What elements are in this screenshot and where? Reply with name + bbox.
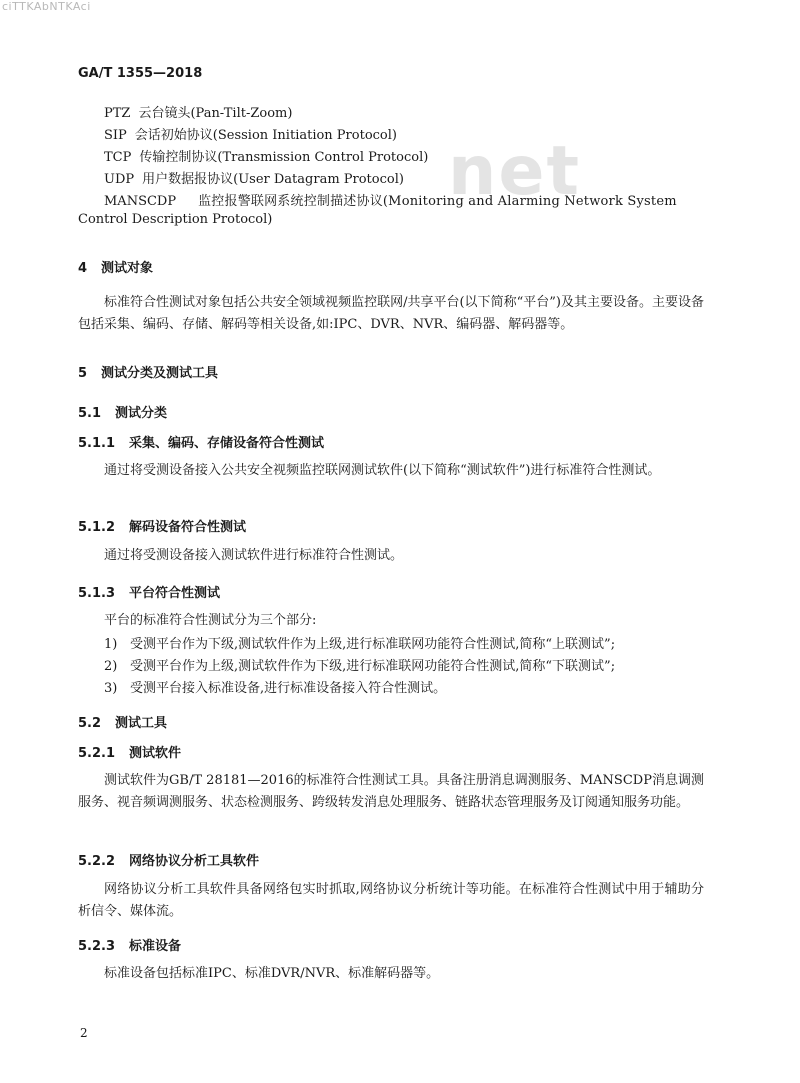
heading-number: 5.2.1	[78, 746, 116, 761]
heading-title: 测试对象	[101, 261, 154, 276]
section-5-heading	[78, 362, 218, 381]
abbr-row-tcp	[104, 146, 428, 165]
abbr-desc: 传输控制协议(Transmission Control Protocol)	[139, 150, 429, 165]
list-item	[104, 677, 446, 696]
abbr-desc-line2: Control Description Protocol)	[78, 212, 273, 227]
section-5-1-1-heading	[78, 432, 324, 451]
heading-number: 5.2.2	[78, 854, 116, 869]
list-item-number: 3)	[104, 681, 118, 696]
abbr-desc: 会话初始协议(Session Initiation Protocol)	[134, 128, 397, 143]
abbr-desc-line1: 监控报警联网系统控制描述协议(Monitoring and Alarming Network System	[198, 194, 677, 209]
heading-title: 平台符合性测试	[129, 586, 221, 601]
standard-header: GA/T 1355—2018	[78, 66, 203, 81]
abbr-key: TCP	[104, 150, 132, 165]
heading-number: 5.1.1	[78, 436, 116, 451]
section-5-1-3-heading	[78, 582, 220, 601]
heading-number: 5.2	[78, 716, 102, 731]
heading-number: 5.2.3	[78, 939, 116, 954]
heading-number: 5.1.3	[78, 586, 116, 601]
heading-title: 网络协议分析工具软件	[129, 854, 260, 869]
list-item	[104, 655, 615, 674]
heading-number: 4	[78, 261, 88, 276]
heading-title: 解码设备符合性测试	[129, 520, 247, 535]
abbr-row-udp	[104, 168, 404, 187]
abbr-key: UDP	[104, 172, 135, 187]
section-4-paragraph: 标准符合性测试对象包括公共安全领域视频监控联网/共享平台(以下简称“平台”)及其主要设备。主要设备包括采集、编码、存储、解码等相关设备,如:IPC、DVR、NVR、编码器、解码器等。	[78, 295, 704, 332]
section-5-2-3-heading	[78, 935, 181, 954]
heading-title: 测试软件	[129, 746, 182, 761]
section-5-1-heading	[78, 402, 167, 421]
heading-title: 标准设备	[129, 939, 182, 954]
abbr-desc: 云台镜头(Pan-Tilt-Zoom)	[138, 106, 293, 121]
list-item	[104, 633, 615, 652]
section-5-1-2-heading	[78, 516, 246, 535]
list-item-text: 受测平台作为下级,测试软件作为上级,进行标准联网功能符合性测试,简称“上联测试”;	[130, 637, 616, 652]
abbr-row-ptz	[104, 102, 292, 121]
section-5-2-1-paragraph: 测试软件为GB/T 28181—2016的标准符合性测试工具。具备注册消息调测服务、MANSCDP消息调测服务、视音频调测服务、状态检测服务、跨级转发消息处理服务、链路状态管理服务及订阅通知服务功能。	[78, 773, 704, 810]
page-number: 2	[80, 1026, 88, 1040]
heading-number: 5	[78, 366, 88, 381]
abbr-key: MANSCDP	[104, 194, 177, 209]
heading-title: 采集、编码、存储设备符合性测试	[129, 436, 325, 451]
list-item-number: 1)	[104, 637, 118, 652]
section-5-2-2-heading	[78, 850, 259, 869]
heading-title: 测试分类及测试工具	[101, 366, 219, 381]
heading-number: 5.1	[78, 406, 102, 421]
list-item-number: 2)	[104, 659, 118, 674]
section-5-1-2-paragraph: 通过将受测设备接入测试软件进行标准符合性测试。	[104, 548, 404, 563]
abbr-key: SIP	[104, 128, 127, 143]
section-5-1-1-paragraph: 通过将受测设备接入公共安全视频监控联网测试软件(以下简称“测试软件”)进行标准符合性测试。	[104, 463, 661, 478]
list-item-text: 受测平台作为上级,测试软件作为下级,进行标准联网功能符合性测试,简称“下联测试”;	[130, 659, 616, 674]
top-mark: ciTTKAbNTKAci	[2, 0, 91, 13]
abbr-key: PTZ	[104, 106, 131, 121]
heading-title: 测试分类	[115, 406, 168, 421]
heading-title: 测试工具	[115, 716, 168, 731]
abbr-row-sip	[104, 124, 397, 143]
section-5-1-3-intro: 平台的标准符合性测试分为三个部分:	[104, 613, 317, 628]
section-5-2-3-paragraph: 标准设备包括标准IPC、标准DVR/NVR、标准解码器等。	[104, 966, 440, 981]
section-5-2-1-heading	[78, 742, 181, 761]
heading-number: 5.1.2	[78, 520, 116, 535]
watermark: net	[448, 132, 582, 211]
abbr-row-manscdp	[104, 190, 704, 209]
section-5-2-2-paragraph: 网络协议分析工具软件具备网络包实时抓取,网络协议分析统计等功能。在标准符合性测试中用于辅助分析信令、媒体流。	[78, 882, 704, 919]
section-5-2-heading	[78, 712, 167, 731]
abbr-desc: 用户数据报协议(User Datagram Protocol)	[142, 172, 404, 187]
section-4-heading	[78, 257, 153, 276]
list-item-text: 受测平台接入标准设备,进行标准设备接入符合性测试。	[130, 681, 447, 696]
